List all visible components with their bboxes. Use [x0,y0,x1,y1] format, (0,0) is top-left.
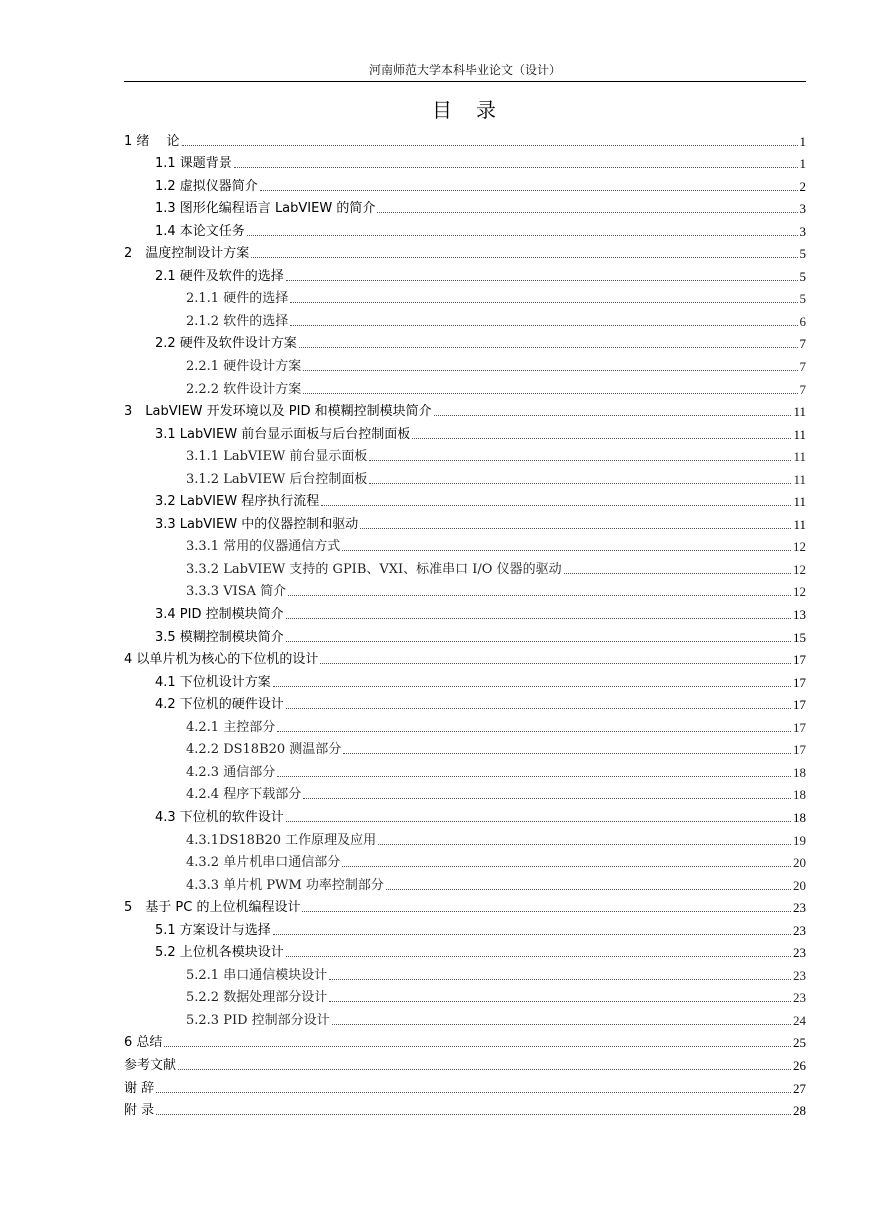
toc-leader-dots [329,979,791,980]
toc-entry[interactable] [124,467,806,490]
toc-leader-dots [286,708,791,709]
toc-leader-dots [182,145,798,146]
toc-entry-title: 1.3 图形化编程语言 LabVIEW 的简介 [155,201,376,217]
toc-entry-title: 3.5 模糊控制模块简介 [155,629,284,645]
toc-leader-dots [329,1001,791,1002]
toc-entry[interactable] [124,625,806,648]
toc-entry[interactable] [124,670,806,693]
toc-entry-title: 5.2.1 串口通信模块设计 [186,967,328,983]
toc-entry-title: 4.2.3 通信部分 [186,764,276,780]
toc-entry-title: 4.3 下位机的软件设计 [155,809,284,825]
toc-entry-page: 1 [799,156,806,172]
toc-entry[interactable] [124,693,806,716]
toc-leader-dots [321,505,791,506]
toc-entry[interactable] [124,851,806,874]
toc-entry-page: 11 [793,471,806,487]
toc-entry-page: 23 [793,967,806,983]
toc-entry-title: 5.2 上位机各模块设计 [155,945,284,961]
toc-entry-page: 2 [799,178,806,194]
toc-entry-page: 23 [793,900,806,916]
toc-entry-title: 5.1 方案设计与选择 [155,922,271,938]
toc-entry-page: 19 [793,832,806,848]
toc-leader-dots [277,776,791,777]
toc-entry[interactable] [124,174,806,197]
toc-entry[interactable] [124,873,806,896]
toc-entry[interactable] [124,828,806,851]
toc-entry-page: 27 [793,1080,806,1096]
toc-entry-title: 4.2.2 DS18B20 测温部分 [186,742,342,758]
toc-entry[interactable] [124,1099,806,1122]
toc-entry[interactable] [124,354,806,377]
toc-entry-title: 3.4 PID 控制模块简介 [155,607,284,623]
toc-entry-page: 15 [793,629,806,645]
toc-entry[interactable] [124,715,806,738]
toc-entry-title: 4.2 下位机的硬件设计 [155,697,284,713]
toc-leader-dots [156,1114,791,1115]
toc-entry-page: 3 [799,201,806,217]
toc-entry-page: 12 [793,561,806,577]
toc-entry-title: 4.2.4 程序下载部分 [186,787,302,803]
toc-leader-dots [286,641,791,642]
toc-entry-title: 1.2 虚拟仪器简介 [155,178,258,194]
toc-leader-dots [343,753,791,754]
toc-entry[interactable] [124,1076,806,1099]
toc-leader-dots [164,1046,791,1047]
toc-entry-page: 12 [793,539,806,555]
toc-entry-title: 2.2 硬件及软件设计方案 [155,336,297,352]
toc-entry-title: 4 以单片机为核心的下位机的设计 [124,652,319,668]
toc-entry[interactable] [124,602,806,625]
toc-leader-dots [156,1092,791,1093]
toc-entry[interactable] [124,400,806,423]
toc-leader-dots [434,415,792,416]
toc-entry[interactable] [124,963,806,986]
toc-entry-page: 23 [793,990,806,1006]
running-header: 河南师范大学本科毕业论文（设计） [368,63,561,77]
toc-entry-page: 18 [793,764,806,780]
table-of-contents [124,129,806,1121]
toc-entry-title: 3 LabVIEW 开发环境以及 PID 和模糊控制模块简介 [124,404,432,420]
toc-entry-title: 2.2.1 硬件设计方案 [186,359,302,375]
toc-leader-dots [260,190,798,191]
toc-entry-title: 参考文献 [124,1057,177,1073]
toc-entry-page: 11 [793,449,806,465]
toc-entry-page: 1 [799,133,806,149]
toc-entry-page: 5 [799,268,806,284]
toc-entry[interactable] [124,129,806,152]
toc-entry-title: 4.3.1DS18B20 工作原理及应用 [186,832,377,848]
toc-entry-page: 5 [799,246,806,262]
toc-entry[interactable] [124,648,806,671]
toc-entry[interactable] [124,783,806,806]
toc-entry[interactable] [124,986,806,1009]
toc-leader-dots [286,821,791,822]
toc-leader-dots [342,866,791,867]
toc-entry-title: 3.3.1 常用的仪器通信方式 [186,539,341,555]
toc-entry-title: 谢 辞 [124,1080,155,1096]
toc-entry[interactable] [124,490,806,513]
toc-entry-title: 5.2.2 数据处理部分设计 [186,990,328,1006]
toc-entry-title: 1 绪 论 [124,133,180,149]
toc-leader-dots [332,1024,791,1025]
toc-entry[interactable] [124,557,806,580]
toc-entry-title: 4.2.1 主控部分 [186,719,276,735]
header-rule [124,81,806,82]
toc-entry[interactable] [124,309,806,332]
toc-entry[interactable] [124,1008,806,1031]
toc-entry-title: 3.2 LabVIEW 程序执行流程 [155,494,320,510]
toc-entry-page: 7 [799,359,806,375]
toc-leader-dots [286,956,791,957]
toc-entry-title: 3.3.3 VISA 简介 [186,584,287,600]
toc-entry-title: 3.3.2 LabVIEW 支持的 GPIB、VXI、标准串口 I/O 仪器的驱动 [186,561,562,577]
toc-entry[interactable] [124,580,806,603]
toc-entry-page: 23 [793,922,806,938]
toc-leader-dots [302,911,791,912]
toc-leader-dots [369,460,791,461]
toc-entry-title: 5 基于 PC 的上位机编程设计 [124,900,301,916]
toc-leader-dots [412,438,791,439]
toc-entry[interactable] [124,242,806,265]
toc-entry-title: 3.1.2 LabVIEW 后台控制面板 [186,471,368,487]
toc-entry[interactable] [124,287,806,310]
toc-entry-title: 2.1.1 硬件的选择 [186,291,289,307]
toc-leader-dots [234,167,798,168]
toc-leader-dots [178,1069,791,1070]
toc-leader-dots [290,325,797,326]
toc-entry[interactable] [124,152,806,175]
toc-leader-dots [303,393,797,394]
toc-entry[interactable] [124,1031,806,1054]
toc-entry-page: 25 [793,1035,806,1051]
toc-entry-page: 17 [793,697,806,713]
toc-leader-dots [369,483,791,484]
toc-leader-dots [286,618,791,619]
toc-entry-page: 26 [793,1057,806,1073]
toc-entry-title: 6 总结 [124,1035,163,1051]
toc-leader-dots [288,595,791,596]
toc-entry[interactable] [124,377,806,400]
toc-entry[interactable] [124,219,806,242]
toc-entry[interactable] [124,896,806,919]
toc-entry-title: 5.2.3 PID 控制部分设计 [186,1012,330,1028]
toc-entry-page: 28 [793,1103,806,1119]
toc-title: 目 录 [432,98,498,122]
toc-leader-dots [360,528,791,529]
toc-entry-title: 3.1 LabVIEW 前台显示面板与后台控制面板 [155,426,411,442]
toc-leader-dots [342,550,791,551]
toc-entry-page: 18 [793,809,806,825]
toc-entry-title: 2.1 硬件及软件的选择 [155,268,284,284]
toc-entry[interactable] [124,445,806,468]
toc-entry-title: 1.4 本论文任务 [155,223,245,239]
toc-entry[interactable] [124,535,806,558]
toc-entry-title: 3.1.1 LabVIEW 前台显示面板 [186,449,368,465]
toc-entry[interactable] [124,805,806,828]
toc-entry-title: 4.3.3 单片机 PWM 功率控制部分 [186,877,384,893]
toc-entry-page: 13 [793,607,806,623]
toc-entry-title: 2.2.2 软件设计方案 [186,381,302,397]
toc-entry-page: 7 [799,381,806,397]
toc-leader-dots [320,663,791,664]
toc-entry-title: 3.3 LabVIEW 中的仪器控制和驱动 [155,516,359,532]
toc-leader-dots [247,235,798,236]
toc-entry-title: 4.1 下位机设计方案 [155,674,271,690]
toc-entry[interactable] [124,918,806,941]
toc-entry[interactable] [124,1053,806,1076]
toc-entry-page: 11 [793,494,806,510]
toc-entry-title: 2.1.2 软件的选择 [186,313,289,329]
toc-entry-page: 7 [799,336,806,352]
toc-leader-dots [378,844,791,845]
toc-leader-dots [290,302,797,303]
toc-entry[interactable] [124,422,806,445]
toc-entry[interactable] [124,738,806,761]
toc-entry[interactable] [124,264,806,287]
toc-entry-page: 17 [793,719,806,735]
toc-entry[interactable] [124,760,806,783]
toc-entry-page: 23 [793,945,806,961]
toc-entry-page: 24 [793,1012,806,1028]
toc-entry[interactable] [124,941,806,964]
toc-entry-page: 3 [799,223,806,239]
toc-entry-page: 18 [793,787,806,803]
toc-entry-title: 2 温度控制设计方案 [124,246,250,262]
toc-entry-page: 12 [793,584,806,600]
toc-leader-dots [386,889,791,890]
toc-leader-dots [377,212,797,213]
toc-entry-page: 17 [793,674,806,690]
toc-entry-title: 附 录 [124,1103,155,1119]
toc-entry-page: 20 [793,855,806,871]
toc-leader-dots [303,798,791,799]
toc-entry-page: 11 [793,516,806,532]
toc-entry-page: 5 [799,291,806,307]
toc-entry-page: 11 [793,404,806,420]
toc-entry[interactable] [124,197,806,220]
toc-leader-dots [273,686,791,687]
toc-entry-page: 17 [793,652,806,668]
toc-entry-page: 11 [793,426,806,442]
toc-entry-title: 1.1 课题背景 [155,156,232,172]
toc-entry[interactable] [124,512,806,535]
toc-leader-dots [273,934,791,935]
toc-entry-page: 20 [793,877,806,893]
toc-leader-dots [564,573,791,574]
toc-leader-dots [286,280,798,281]
toc-entry-page: 17 [793,742,806,758]
toc-entry-page: 6 [799,313,806,329]
toc-leader-dots [299,347,798,348]
toc-entry-title: 4.3.2 单片机串口通信部分 [186,855,341,871]
toc-leader-dots [303,370,797,371]
toc-leader-dots [277,731,791,732]
toc-leader-dots [251,257,797,258]
toc-entry[interactable] [124,332,806,355]
